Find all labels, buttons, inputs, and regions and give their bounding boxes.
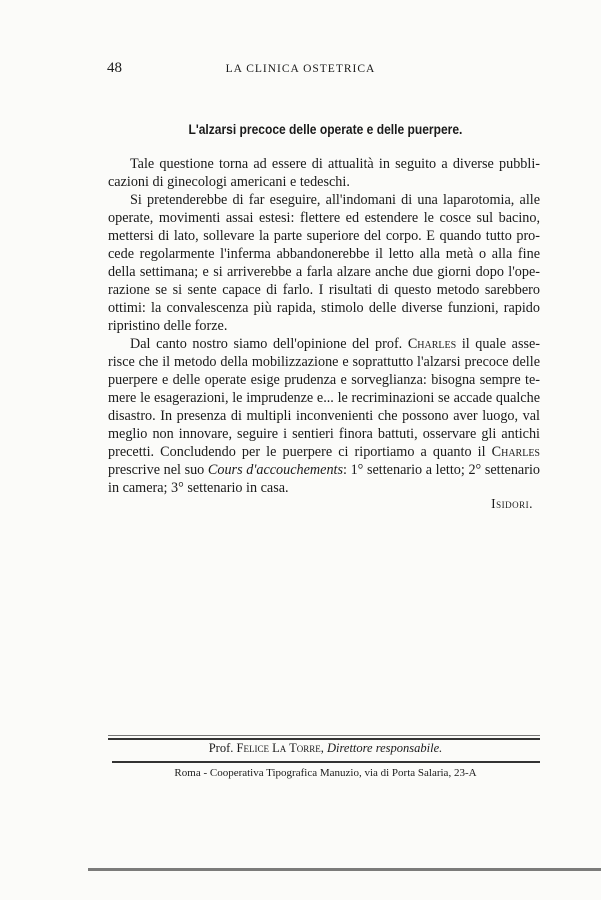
editor-credit	[0, 741, 601, 756]
footer-rule-top-2	[108, 738, 540, 740]
text-line	[108, 371, 540, 389]
text-segment: operate, movimenti assai estesi: flettere ed estendere le cosce sul bacino,	[108, 210, 540, 226]
text-segment: in camera; 3° settenario in casa.	[108, 480, 289, 496]
text-segment: precetti. Concludendo per le puerpere ci riportiamo a quanto il	[108, 444, 492, 460]
editor-prefix: Prof.	[208, 741, 237, 755]
text-segment: della settimana; e si arriverebbe a farla alzare anche due giorni dopo l'ope-	[108, 264, 540, 280]
page-edge-shadow	[88, 868, 601, 871]
text-segment: ottimi: la convalescenza più rapida, stimolo delle diverse funzioni, rapido	[108, 300, 540, 316]
text-line	[108, 407, 540, 425]
book-title: Cours d'accouchements	[207, 462, 344, 478]
printer-credit: Roma - Cooperativa Tipografica Manuzio, via di Porta Salaria, 23-A	[174, 767, 477, 779]
text-segment: Dal canto nostro siamo dell'opinione del prof.	[130, 336, 408, 352]
article-title: L'alzarsi precoce delle operate e delle puerpere.	[188, 121, 463, 137]
text-segment: mettersi di lato, sollevare la parte superiore del corpo. E quando tutto pro-	[108, 228, 540, 244]
text-line	[108, 281, 540, 299]
footer-rule-top	[108, 735, 540, 736]
text-line	[108, 299, 540, 317]
text-segment: prescrive nel suo	[108, 462, 208, 478]
text-line	[108, 443, 540, 461]
running-title: LA CLINICA OSTETRICA	[225, 63, 376, 75]
text-segment: risce che il metodo della mobilizzazione e soprattutto l'alzarsi precoce delle	[108, 354, 540, 370]
text-line	[108, 209, 540, 227]
text-line	[108, 227, 540, 245]
text-segment: meglio non innovare, seguire i sentieri finora battuti, osservare gli antichi	[108, 426, 540, 442]
editor-name: Felice La Torre	[236, 741, 321, 755]
text-segment: razione se si sente capace di farlo. I risultati di questo metodo sarebbero	[108, 282, 540, 298]
author-name: Charles	[407, 336, 457, 352]
text-line	[108, 191, 540, 209]
text-segment: : 1° settenario a letto; 2° settenario	[343, 462, 540, 478]
author-name: Charles	[491, 444, 540, 460]
text-line	[108, 317, 540, 335]
text-segment: disastro. In presenza di multipli inconvenienti che possono aver luogo, val	[108, 408, 540, 424]
footer-rule-middle	[112, 761, 540, 763]
text-line	[108, 353, 540, 371]
text-segment: puerpere e delle operate esige prudenza e sorveglianza: bisogna sempre te-	[108, 372, 540, 388]
text-segment: cede regolarmente l'inferma abbandonerebbe il letto alla metà o alla fine	[108, 246, 540, 262]
text-line	[108, 479, 540, 497]
text-line	[108, 245, 540, 263]
text-line	[108, 425, 540, 443]
page-number: 48	[107, 60, 122, 76]
text-segment: il quale asse-	[456, 336, 541, 352]
text-segment: cazioni di ginecologi americani e tedeschi.	[108, 174, 350, 190]
text-line	[108, 173, 540, 191]
text-segment: Si pretenderebbe di far eseguire, all'indomani di una laparotomia, alle	[130, 192, 540, 208]
author-signature: Isidori.	[491, 496, 533, 511]
text-line	[108, 263, 540, 281]
editor-sep: ,	[320, 741, 327, 755]
text-segment: Tale questione torna ad essere di attualità in seguito a diverse pubbli-	[130, 156, 540, 172]
editor-role: Direttore responsabile.	[327, 741, 443, 755]
text-segment: ripristino delle forze.	[108, 318, 228, 334]
text-line	[108, 389, 540, 407]
text-line	[108, 461, 540, 479]
text-line	[108, 155, 540, 173]
text-line	[108, 335, 540, 353]
text-segment: mere le esagerazioni, le imprudenze e... le recriminazioni se accade qualche	[108, 390, 540, 406]
article-body	[108, 155, 540, 497]
